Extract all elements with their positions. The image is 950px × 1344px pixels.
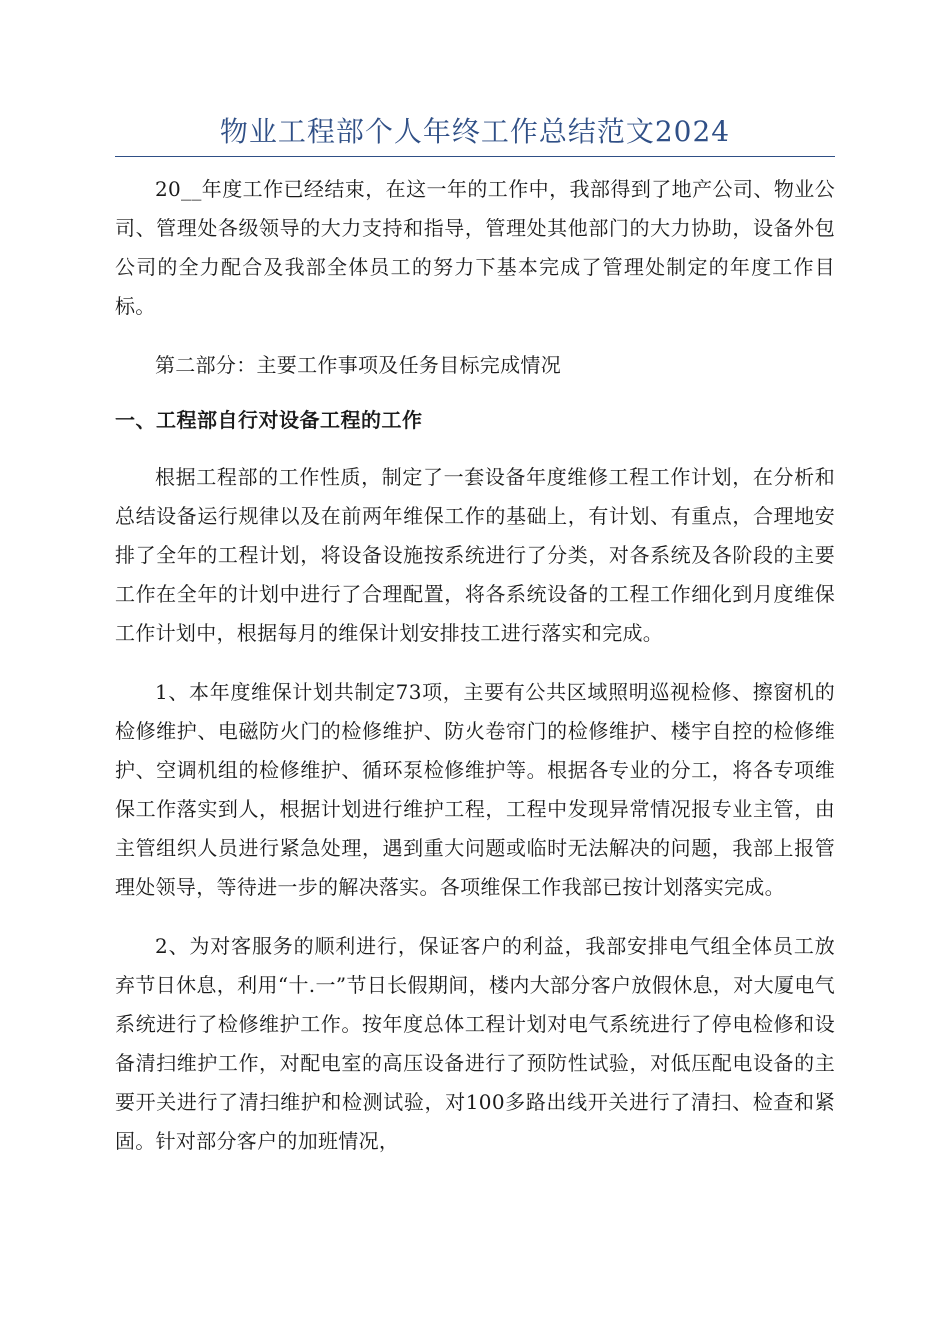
section-paragraph: 1、本年度维保计划共制定73项，主要有公共区域照明巡视检修、擦窗机的检修维护、电磁防火门的检修维护、防火卷帘门的检修维护、楼宇自控的检修维护、空调机组的检修维护、循环泵检修维护等。根据各专业的分工，将各专项维保工作落实到人，根据计划进行维护工程，工程中发现异常情况报专业主管，由主管组织人员进行紧急处理，遇到重大问题或临时无法解决的问题，我部上报管理处领导，等待进一步的解决落实。各项维保工作我部已按计划落实完成。 [115, 680, 835, 899]
title-block [115, 112, 835, 157]
intro-paragraph: 20__年度工作已经结束，在这一年的工作中，我部得到了地产公司、物业公司、管理处各级领导的大力支持和指导，管理处其他部门的大力协助，设备外包公司的全力配合及我部全体员工的努力下基本完成了管理处制定的年度工作目标。 [115, 177, 835, 318]
part-two-paragraph: 第二部分：主要工作事项及任务目标完成情况 [155, 353, 561, 377]
section-paragraph: 根据工程部的工作性质，制定了一套设备年度维修工程工作计划，在分析和总结设备运行规律以及在前两年维保工作的基础上，有计划、有重点，合理地安排了全年的工程计划，将设备设施按系统进行了分类，对各系统及各阶段的主要工作在全年的计划中进行了合理配置，将各系统设备的工程工作细化到月度维保工作计划中，根据每月的维保计划安排技工进行落实和完成。 [115, 465, 835, 645]
document-title: 物业工程部个人年终工作总结范文2024 [219, 115, 731, 148]
section-paragraph: 2、为对客服务的顺利进行，保证客户的利益，我部安排电气组全体员工放弃节日休息，利用“十.一”节日长假期间，楼内大部分客户放假休息，对大厦电气系统进行了检修维护工作。按年度总体工程计划对电气系统进行了停电检修和设备清扫维护工作，对配电室的高压设备进行了预防性试验，对低压配电设备的主要开关进行了清扫维护和检测试验，对100多路出线开关进行了清扫、检查和紧固。针对部分客户的加班情况， [115, 934, 835, 1153]
section-heading: 一、工程部自行对设备工程的工作 [115, 408, 423, 432]
document-body [115, 170, 835, 1181]
